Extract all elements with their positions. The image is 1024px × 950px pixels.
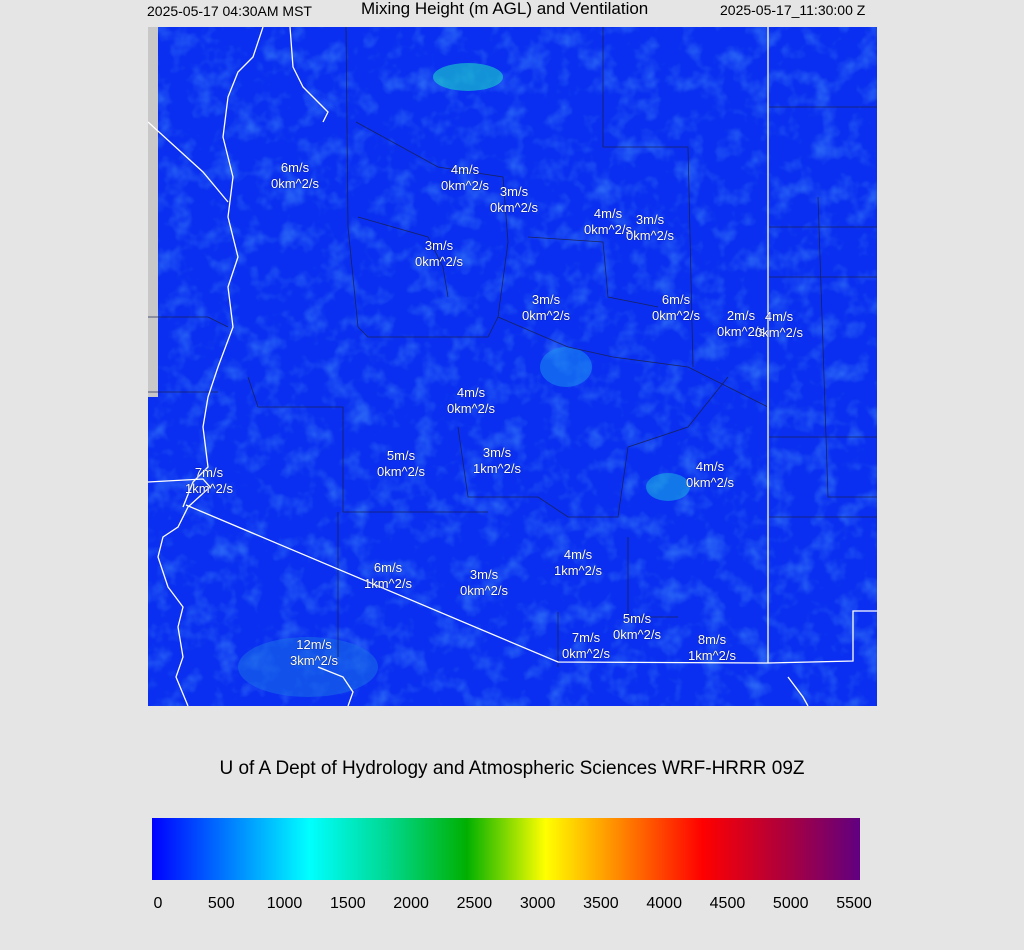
ventilation-label bbox=[688, 632, 736, 664]
ventilation-label bbox=[626, 212, 674, 244]
wind-speed-text: 6m/s bbox=[661, 292, 691, 307]
wind-speed-text: 8m/s bbox=[697, 632, 727, 647]
wind-speed-text: 5m/s bbox=[622, 611, 652, 626]
colorbar-tick-label: 4000 bbox=[646, 895, 682, 912]
wind-speed-text: 3m/s bbox=[469, 567, 499, 582]
ventilation-text: 0km^2/s bbox=[625, 228, 675, 243]
ventilation-label bbox=[584, 206, 632, 238]
colorbar-tick-label: 1500 bbox=[330, 895, 366, 912]
highlight-patch bbox=[540, 347, 592, 387]
ventilation-label bbox=[185, 465, 233, 497]
ventilation-label bbox=[460, 567, 508, 599]
wind-speed-text: 6m/s bbox=[373, 560, 403, 575]
wind-speed-text: 7m/s bbox=[571, 630, 601, 645]
map-layer bbox=[148, 27, 877, 706]
ventilation-text: 1km^2/s bbox=[553, 563, 603, 578]
wind-speed-text: 12m/s bbox=[296, 637, 332, 652]
ventilation-label bbox=[364, 560, 412, 592]
colorbar-tick-label: 2500 bbox=[456, 895, 493, 912]
ventilation-text: 0km^2/s bbox=[612, 627, 662, 642]
ventilation-label bbox=[686, 459, 734, 491]
wind-speed-text: 3m/s bbox=[499, 184, 529, 199]
ventilation-text: 0km^2/s bbox=[754, 325, 804, 340]
colorbar-tick-label: 0 bbox=[153, 895, 163, 912]
ventilation-label bbox=[473, 445, 521, 477]
colorbar-tick-label: 1000 bbox=[266, 895, 303, 912]
local-time-label: 2025-05-17 04:30AM MST bbox=[147, 3, 312, 19]
ventilation-label bbox=[377, 448, 425, 480]
wind-speed-text: 5m/s bbox=[386, 448, 416, 463]
wind-speed-text: 4m/s bbox=[563, 547, 593, 562]
highlight-patch bbox=[433, 63, 503, 91]
credit-line: U of A Dept of Hydrology and Atmospheric Sciences WRF-HRRR 09Z bbox=[219, 758, 805, 779]
colorbar-tick-label: 4500 bbox=[709, 895, 746, 912]
wind-speed-text: 3m/s bbox=[531, 292, 561, 307]
ventilation-label bbox=[447, 385, 495, 417]
ventilation-text: 1km^2/s bbox=[184, 481, 234, 496]
wind-speed-text: 4m/s bbox=[456, 385, 486, 400]
no-data-strip bbox=[148, 27, 158, 397]
wind-speed-text: 4m/s bbox=[593, 206, 623, 221]
ventilation-label bbox=[490, 184, 538, 216]
ventilation-label bbox=[613, 611, 661, 643]
ventilation-text: 0km^2/s bbox=[561, 646, 611, 661]
colorbar-tick-label: 5500 bbox=[836, 895, 872, 912]
wind-speed-text: 3m/s bbox=[482, 445, 512, 460]
wind-speed-text: 3m/s bbox=[635, 212, 665, 227]
ventilation-text: 0km^2/s bbox=[489, 200, 539, 215]
wind-speed-text: 7m/s bbox=[194, 465, 224, 480]
ventilation-text: 0km^2/s bbox=[521, 308, 571, 323]
colorbar-tick-label: 500 bbox=[207, 895, 235, 912]
ventilation-text: 0km^2/s bbox=[414, 254, 464, 269]
ventilation-label bbox=[522, 292, 570, 324]
wind-speed-text: 4m/s bbox=[450, 162, 480, 177]
ventilation-label bbox=[271, 160, 319, 192]
mixing-height-map bbox=[148, 27, 877, 706]
colorbar bbox=[152, 818, 860, 880]
ventilation-text: 0km^2/s bbox=[716, 324, 766, 339]
ventilation-text: 0km^2/s bbox=[651, 308, 701, 323]
colorbar-tick-label: 2000 bbox=[393, 895, 429, 912]
ventilation-label bbox=[562, 630, 610, 662]
colorbar-gradient bbox=[152, 818, 860, 880]
ventilation-label bbox=[755, 309, 803, 341]
ventilation-label bbox=[290, 637, 338, 669]
map-title: Mixing Height (m AGL) and Ventilation bbox=[361, 0, 649, 18]
ventilation-text: 0km^2/s bbox=[459, 583, 509, 598]
ventilation-text: 0km^2/s bbox=[446, 401, 496, 416]
ventilation-label bbox=[441, 162, 489, 194]
wind-speed-text: 4m/s bbox=[695, 459, 725, 474]
ventilation-text: 0km^2/s bbox=[376, 464, 426, 479]
wind-speed-text: 2m/s bbox=[726, 308, 756, 323]
wind-speed-text: 6m/s bbox=[280, 160, 310, 175]
ventilation-text: 0km^2/s bbox=[440, 178, 490, 193]
colorbar-tick-label: 3500 bbox=[583, 895, 619, 912]
utc-time-label: 2025-05-17_11:30:00 Z bbox=[720, 2, 866, 18]
wind-speed-text: 4m/s bbox=[764, 309, 794, 324]
highlight-patch bbox=[646, 473, 690, 501]
ventilation-label bbox=[554, 547, 602, 579]
wind-speed-text: 3m/s bbox=[424, 238, 454, 253]
ventilation-text: 1km^2/s bbox=[687, 648, 737, 663]
ventilation-text: 0km^2/s bbox=[583, 222, 633, 237]
ventilation-text: 1km^2/s bbox=[472, 461, 522, 476]
colorbar-tick-label: 3000 bbox=[519, 895, 556, 912]
ventilation-text: 0km^2/s bbox=[270, 176, 320, 191]
colorbar-tick-label: 5000 bbox=[772, 895, 809, 912]
ventilation-text: 0km^2/s bbox=[685, 475, 735, 490]
ventilation-text: 1km^2/s bbox=[363, 576, 413, 591]
ventilation-label bbox=[415, 238, 463, 270]
ventilation-text: 3km^2/s bbox=[289, 653, 339, 668]
ventilation-label bbox=[652, 292, 700, 324]
